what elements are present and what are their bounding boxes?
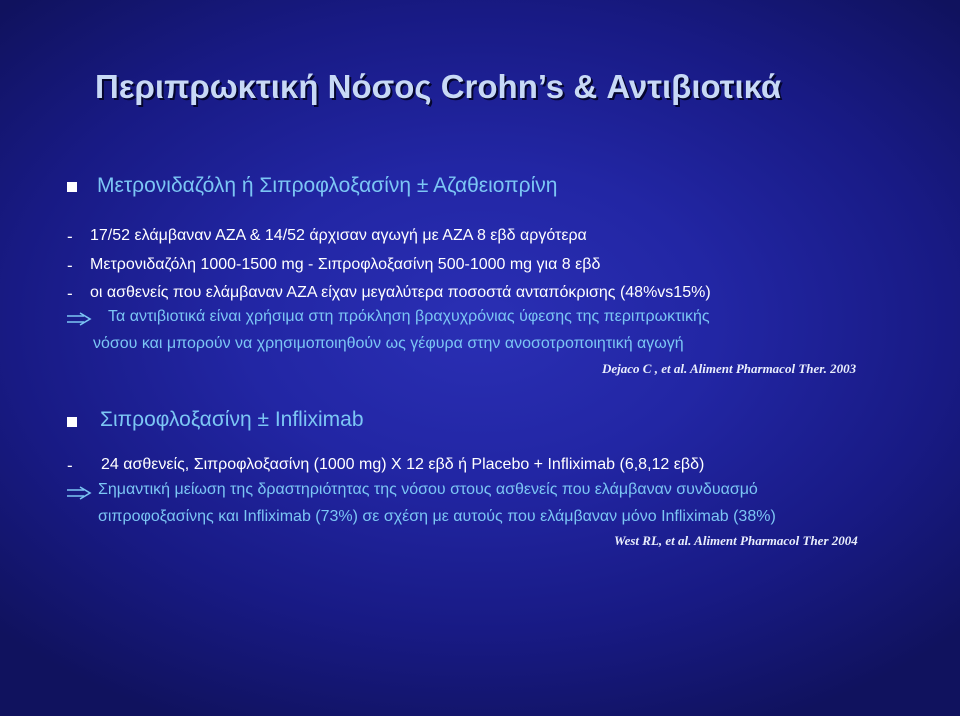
section2-item: 24 ασθενείς, Σιπροφλοξασίνη (1000 mg) Χ 12 εβδ ή Placebo + Infliximab (6,8,12 εβδ) [101, 456, 705, 473]
dash-bullet-icon: - [67, 256, 73, 275]
section2-heading: Σιπροφλοξασίνη ± Infliximab [100, 408, 364, 431]
slide-title: Περιπρωκτική Νόσος Crohn’s & Αντιβιοτικά [95, 68, 782, 105]
section2-conclusion-line1: Σημαντική μείωση της δραστηριότητας της νόσου στους ασθενείς που ελάμβαναν συνδυασμό [98, 481, 758, 498]
square-bullet-icon [67, 182, 77, 192]
dash-bullet-icon: - [67, 284, 73, 303]
section1-item-1: 17/52 ελάμβαναν ΑΖΑ & 14/52 άρχισαν αγωγή με ΑΖΑ 8 εβδ αργότερα [90, 227, 587, 244]
dash-bullet-icon: - [67, 456, 73, 475]
section2-conclusion-line2: σιπροφοξασίνης και Infliximab (73%) σε σχέση με αυτούς που ελάμβαναν μόνο Infliximab (38%) [98, 508, 776, 525]
double-arrow-icon [66, 312, 92, 326]
section1-item-2: Μετρονιδαζόλη 1000-1500 mg - Σιπροφλοξασίνη 500-1000 mg για 8 εβδ [90, 256, 601, 273]
double-arrow-icon [66, 486, 92, 500]
section1-heading: Μετρονιδαζόλη ή Σιπροφλοξασίνη ± Αζαθειοπρίνη [97, 174, 558, 197]
section1-reference: Dejaco C , et al. Aliment Pharmacol Ther. 2003 [602, 361, 857, 376]
dash-bullet-icon: - [67, 227, 73, 246]
section1-item-3: οι ασθενείς που ελάμβαναν ΑΖΑ είχαν μεγαλύτερα ποσοστά ανταπόκρισης (48%vs15%) [90, 284, 711, 301]
section1-conclusion-line2: νόσου και μπορούν να χρησιμοποιηθούν ως γέφυρα στην ανοσοτροποιητική αγωγή [93, 335, 684, 352]
square-bullet-icon [67, 417, 77, 427]
section1-conclusion-line1: Τα αντιβιοτικά είναι χρήσιμα στη πρόκληση βραχυχρόνιας ύφεσης της περιπρωκτικής [108, 308, 710, 325]
section2-reference: West RL, et al. Aliment Pharmacol Ther 2004 [614, 533, 858, 548]
